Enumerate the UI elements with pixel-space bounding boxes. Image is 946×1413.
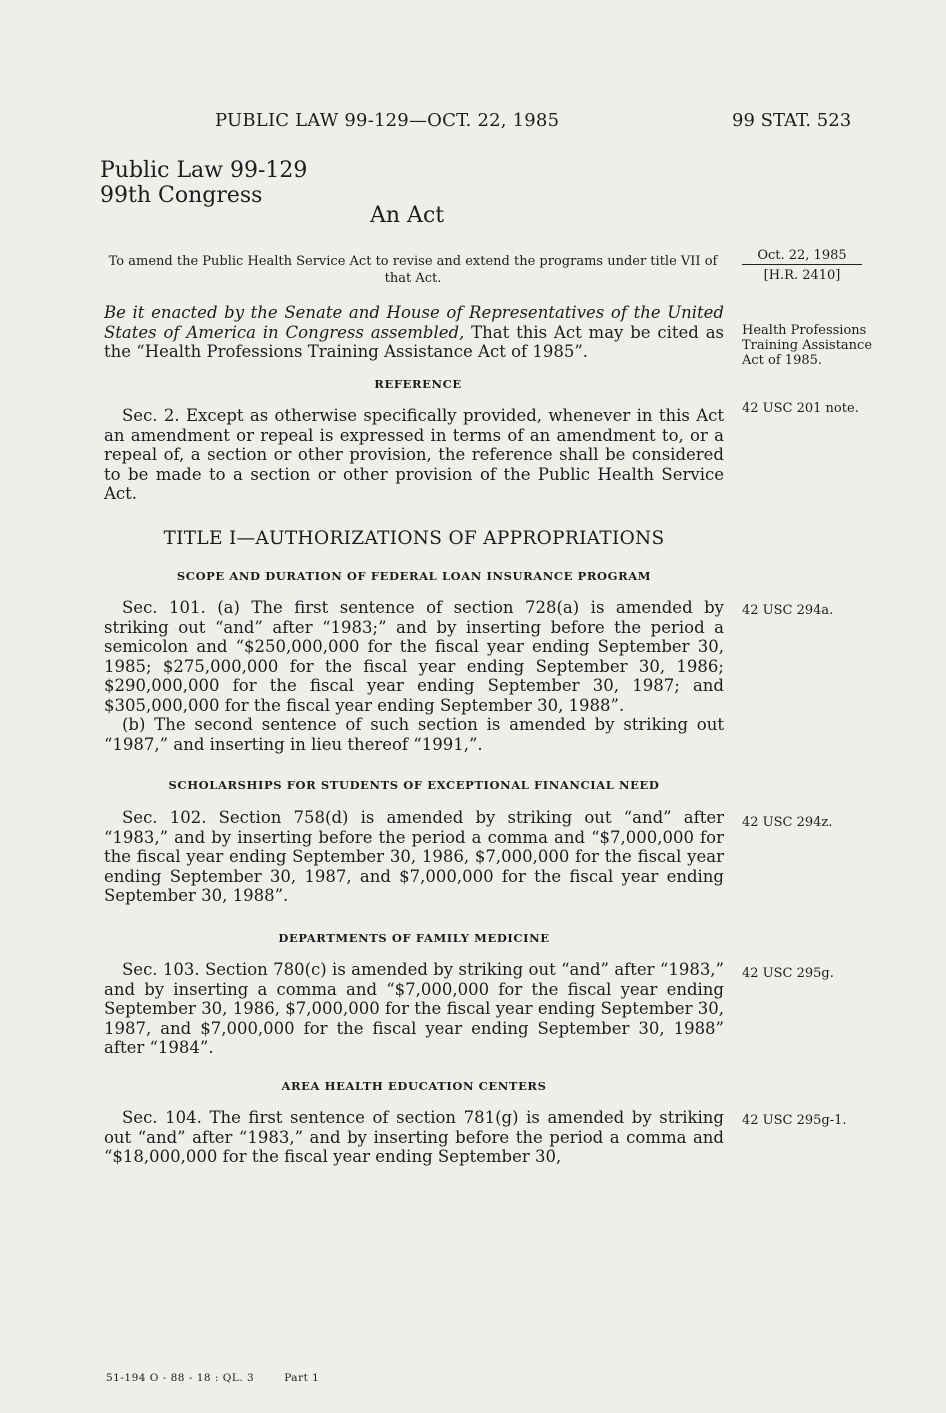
section-103-heading: DEPARTMENTS OF FAMILY MEDICINE <box>278 931 550 945</box>
section-103-citation: 42 USC 295g. <box>742 966 834 981</box>
act-heading: An Act <box>370 203 445 228</box>
congress-number: 99th Congress <box>100 183 263 208</box>
bill-number: [H.R. 2410] <box>763 268 841 283</box>
section-101-citation: 42 USC 294a. <box>742 603 834 618</box>
running-header: PUBLIC LAW 99-129—OCT. 22, 1985 <box>215 110 560 131</box>
reference-heading: REFERENCE <box>374 377 462 391</box>
section-104-text: Sec. 104. The first sentence of section 781(g) is amended by striking out “and” after “1983,” and by inserting before the period a comma and “$18,000,000 for the fiscal year ending September 30, <box>104 1108 724 1166</box>
public-law-title <box>100 158 307 208</box>
public-law-number: Public Law 99-129 <box>100 158 308 183</box>
enacting-clause-italic: Be it enacted by the Senate and House of Representatives of the United States of America in Congress assembled, <box>104 303 724 342</box>
act-purpose: To amend the Public Health Service Act to revise and extend the programs under title VII of that Act. <box>108 254 718 286</box>
short-title-note: Health Professions Training Assistance Act of 1985. <box>742 323 873 368</box>
section-2-text: Sec. 2. Except as otherwise specifically provided, whenever in this Act an amendment or repeal is expressed in terms of an amendment to, or a repeal of, a section or other provision, the reference shall be considered to be made to a section or other provision of the Public Health Service Act. <box>104 406 724 503</box>
short-title-citation: 42 USC 201 note. <box>742 401 859 416</box>
title-i-heading: TITLE I—AUTHORIZATIONS OF APPROPRIATIONS <box>163 528 665 549</box>
enacting-clause-rest: That this Act may be cited as the “Health Professions Training Assistance Act of 1985”. <box>104 322 724 361</box>
section-101-paragraph-a: Sec. 101. (a) The first sentence of section 728(a) is amended by striking out “and” after “1983;” and by inserting before the period a semicolon and “$250,000,000 for the fiscal year ending September 30, 1985; $275,000,000 for the fiscal year ending September 30, 1986; $290,000,000 for the fiscal year ending September 30, 1987; and $305,000,000 for the fiscal year ending September 30, 1988”. <box>104 598 724 715</box>
section-102-citation: 42 USC 294z. <box>742 815 833 830</box>
section-104-citation: 42 USC 295g-1. <box>742 1113 847 1128</box>
section-101-heading: SCOPE AND DURATION OF FEDERAL LOAN INSURANCE PROGRAM <box>176 569 652 583</box>
enactment-date: Oct. 22, 1985 <box>742 248 862 265</box>
section-102-text: Sec. 102. Section 758(d) is amended by striking out “and” after “1983,” and by inserting before the period a comma and “$7,000,000 for the fiscal year ending September 30, 1986, $7,000,000 for the fiscal year ending September 30, 1987, and $7,000,000 for the fiscal year ending September 30, 1988”. <box>104 808 724 905</box>
part-label: Part 1 <box>284 1372 320 1384</box>
statute-page-number: 99 STAT. 523 <box>732 110 852 131</box>
section-102-heading: SCHOLARSHIPS FOR STUDENTS OF EXCEPTIONAL FINANCIAL NEED <box>168 778 660 792</box>
section-101-text <box>104 598 724 754</box>
printer-code: 51-194 O - 88 - 18 : QL. 3 <box>106 1372 255 1384</box>
printer-footer <box>106 1372 319 1384</box>
bill-info <box>742 248 862 283</box>
section-103-text: Sec. 103. Section 780(c) is amended by striking out “and” after “1983,” and by inserting a comma and “$7,000,000 for the fiscal year ending September 30, 1986, $7,000,000 for the fiscal year ending September 30, 1987, and $7,000,000 for the fiscal year ending September 30, 1988” after “1984”. <box>104 960 724 1057</box>
section-104-heading: AREA HEALTH EDUCATION CENTERS <box>281 1079 547 1093</box>
section-101-paragraph-b: (b) The second sentence of such section is amended by striking out “1987,” and inserting in lieu thereof “1991,”. <box>104 715 724 754</box>
enacting-clause <box>104 303 724 362</box>
